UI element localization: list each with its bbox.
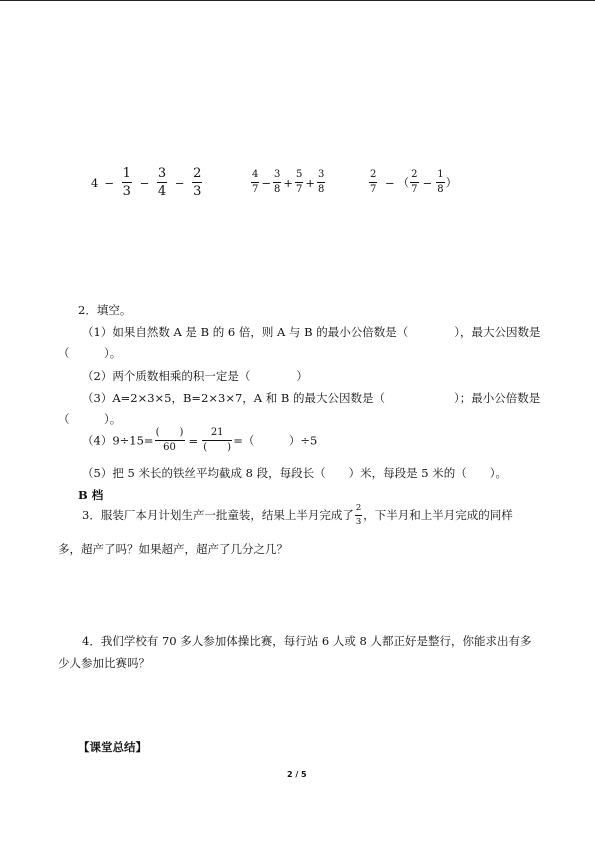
page-number: 2 / 5 [287, 770, 307, 779]
question-3-line-1 [82, 504, 513, 526]
fraction [295, 170, 303, 195]
fraction [122, 167, 132, 198]
equals-sign: = [188, 433, 199, 448]
open-paren: （ [397, 175, 410, 190]
denominator: 3 [193, 184, 202, 199]
question-3-text-a: 3．服装厂本月计划生产一批童装，结果上半月完成了 [82, 508, 354, 522]
fraction [355, 504, 362, 526]
minus-sign: − [385, 175, 395, 190]
numerator: 5 [295, 170, 303, 183]
page-top-border [0, 0, 595, 1]
section-title: 2．填空。 [78, 303, 132, 317]
expression-2 [250, 170, 326, 195]
plus-sign: + [305, 175, 316, 190]
denominator: 3 [355, 516, 362, 527]
expression-1 [88, 167, 203, 198]
numerator: 1 [436, 170, 444, 183]
question-2-1-line-2: （ ）。 [58, 346, 122, 360]
fraction [202, 428, 232, 453]
fraction [273, 170, 281, 195]
question-2-4-tail: =（ ）÷5 [233, 433, 318, 448]
question-3-text-b: ，下半月和上半月完成的同样 [363, 508, 513, 522]
numerator: 2 [369, 170, 377, 183]
denominator: ( ) [203, 442, 232, 453]
numerator: 2 [193, 166, 202, 181]
numerator: 1 [122, 166, 131, 181]
close-paren: ） [445, 175, 458, 190]
numerator: 3 [273, 170, 281, 183]
minus-sign: − [139, 175, 150, 190]
denominator: 7 [252, 184, 259, 195]
fraction [251, 170, 259, 195]
denominator: 8 [318, 184, 325, 195]
question-2-3-line-1: （3）A=2×3×5，B=2×3×7，A 和 B 的最大公因数是（ ）；最小公倍数是 [82, 391, 541, 405]
level-b-heading: B 档 [78, 488, 104, 502]
question-4-line-1: 4．我们学校有 70 多人参加体操比赛，每行站 6 人或 8 人都正好是整行，你能求出有多 [82, 634, 532, 648]
fraction [410, 170, 418, 195]
plus-sign: + [283, 175, 294, 190]
question-4-line-2: 少人参加比赛吗？ [58, 656, 150, 670]
denominator: 60 [163, 442, 176, 453]
fraction [155, 428, 185, 453]
question-2-3-line-2: （ ）。 [58, 412, 122, 426]
fraction [436, 170, 444, 195]
numerator: 3 [157, 166, 167, 181]
numerator: ( ) [155, 428, 185, 441]
fraction [317, 170, 325, 195]
question-2-4-lead: （4）9÷15= [82, 433, 154, 448]
minus-sign: − [422, 175, 433, 190]
fraction [369, 170, 377, 195]
minus-sign: − [261, 175, 272, 190]
question-2-2: （2）两个质数相乘的积一定是（ ） [82, 369, 308, 383]
question-2-5: （5）把 5 米长的铁丝平均截成 8 段，每段长（ ）米，每段是 5 米的（ ）。 [82, 466, 507, 480]
denominator: 4 [157, 184, 167, 199]
number: 4 [91, 175, 99, 190]
denominator: 7 [296, 184, 303, 195]
denominator: 7 [370, 184, 377, 195]
numerator: 2 [355, 504, 362, 516]
minus-sign: − [104, 175, 114, 190]
denominator: 8 [274, 184, 281, 195]
denominator: 7 [411, 184, 418, 195]
numerator: 2 [410, 170, 418, 183]
denominator: 3 [122, 184, 131, 199]
question-3-line-2: 多，超产了吗？如果超产，超产了几分之几？ [58, 542, 288, 556]
fraction [192, 167, 202, 198]
minus-sign: − [174, 175, 185, 190]
numerator: 4 [251, 170, 259, 183]
numerator: 3 [317, 170, 325, 183]
fraction [157, 167, 167, 198]
question-2-1-line-1: （1）如果自然数 A 是 B 的 6 倍，则 A 与 B 的最小公倍数是（ ），最大公因数是 [82, 325, 541, 339]
summary-heading: 【课堂总结】 [78, 740, 147, 754]
expression-3 [368, 170, 457, 195]
denominator: 8 [437, 184, 444, 195]
question-2-4 [82, 428, 317, 453]
numerator: 21 [202, 428, 232, 441]
